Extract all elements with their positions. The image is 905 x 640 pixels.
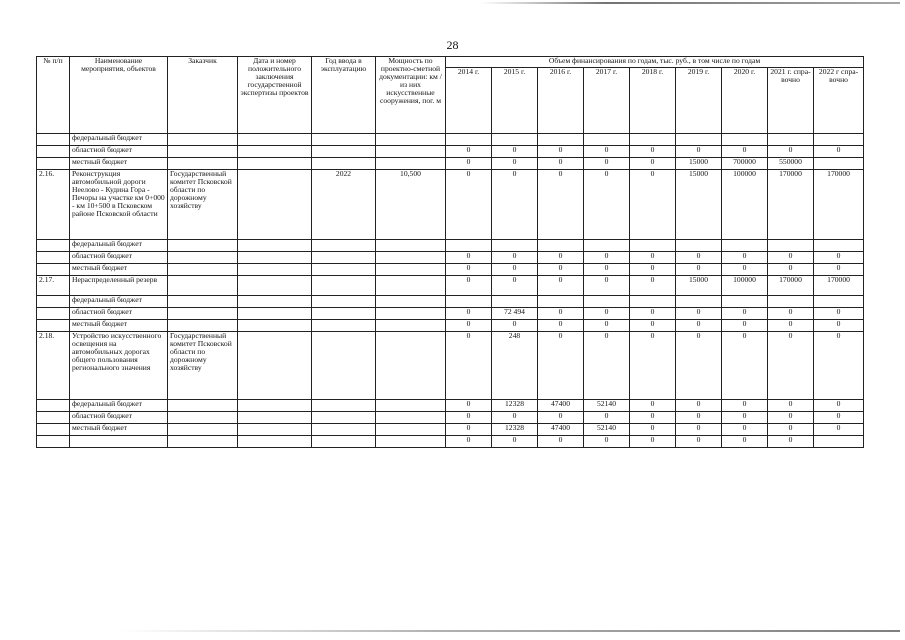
value-cell: 0 [630,170,676,240]
value-cell: 47400 [538,424,584,436]
value-cell: 0 [676,332,722,400]
value-cell: 170000 [814,170,864,240]
value-cell: 0 [630,146,676,158]
table-row [37,170,864,240]
value-cell: 0 [630,424,676,436]
customer-cell [168,276,238,296]
value-cell: 47400 [538,400,584,412]
name-cell: Нераспределенный резерв [70,276,168,296]
value-cell: 0 [492,170,538,240]
year-cell [312,332,376,400]
value-cell: 550000 [768,158,814,170]
customer-cell [168,158,238,170]
value-cell: 0 [630,252,676,264]
expertise-cell [238,296,312,308]
value-cell: 0 [814,412,864,424]
value-cell: 0 [630,436,676,448]
capacity-cell [376,320,446,332]
year-cell [312,400,376,412]
expertise-cell [238,158,312,170]
expertise-cell [238,264,312,276]
value-cell: 170000 [814,276,864,296]
table-header [37,57,864,134]
header-year: 2014 г. [446,68,492,134]
value-cell [768,134,814,146]
customer-cell [168,264,238,276]
value-cell: 0 [814,424,864,436]
value-cell: 0 [676,424,722,436]
value-cell [492,296,538,308]
name-cell: областной бюджет [70,252,168,264]
customer-cell [168,424,238,436]
year-cell [312,424,376,436]
value-cell [722,296,768,308]
expertise-cell [238,134,312,146]
year-cell [312,320,376,332]
value-cell [538,134,584,146]
value-cell: 52140 [584,400,630,412]
name-cell: Устройство искусственного освещения на автомобильных дорогах общего пользования регионального значения [70,332,168,400]
table-row [37,252,864,264]
value-cell: 0 [676,320,722,332]
value-cell: 0 [722,412,768,424]
year-cell [312,296,376,308]
value-cell: 0 [538,264,584,276]
value-cell: 0 [814,146,864,158]
year-cell [312,252,376,264]
expertise-cell [238,170,312,240]
expertise-cell [238,276,312,296]
value-cell: 0 [446,412,492,424]
num-cell [37,134,70,146]
customer-cell [168,240,238,252]
table-row [37,308,864,320]
customer-cell: Государственный комитет Псковской области по дорожному хозяйству [168,170,238,240]
name-cell: местный бюджет [70,424,168,436]
value-cell: 0 [630,158,676,170]
num-cell [37,264,70,276]
value-cell: 0 [676,308,722,320]
year-cell: 2022 [312,170,376,240]
capacity-cell [376,134,446,146]
header-year: 2021 г. спра-вочно [768,68,814,134]
value-cell: 0 [630,308,676,320]
value-cell: 0 [584,252,630,264]
num-cell [37,296,70,308]
value-cell: 0 [446,146,492,158]
capacity-cell [376,276,446,296]
value-cell: 0 [446,264,492,276]
value-cell: 52140 [584,424,630,436]
value-cell: 0 [814,264,864,276]
customer-cell [168,412,238,424]
value-cell: 0 [630,332,676,400]
customer-cell [168,400,238,412]
page-number: 28 [446,38,459,52]
year-cell [312,264,376,276]
value-cell: 0 [814,320,864,332]
customer-cell [168,436,238,448]
value-cell: 0 [676,252,722,264]
value-cell: 0 [446,320,492,332]
value-cell: 0 [584,170,630,240]
header-year: 2019 г. [676,68,722,134]
table-row [37,240,864,252]
name-cell: областной бюджет [70,146,168,158]
value-cell: 0 [446,170,492,240]
year-cell [312,436,376,448]
expertise-cell [238,146,312,158]
table-body [37,134,864,448]
table-row [37,424,864,436]
value-cell: 0 [446,332,492,400]
value-cell [630,240,676,252]
table-row [37,412,864,424]
year-cell [312,412,376,424]
num-cell: 2.16. [37,170,70,240]
value-cell: 0 [722,436,768,448]
capacity-cell [376,264,446,276]
value-cell: 100000 [722,276,768,296]
value-cell: 0 [768,146,814,158]
name-cell: местный бюджет [70,264,168,276]
value-cell: 0 [538,252,584,264]
value-cell: 0 [492,436,538,448]
num-cell [37,252,70,264]
value-cell: 0 [446,436,492,448]
capacity-cell [376,436,446,448]
name-cell: областной бюджет [70,412,168,424]
value-cell [446,134,492,146]
value-cell [492,134,538,146]
value-cell: 0 [676,146,722,158]
name-cell: Реконструкция автомобильной дороги Неелово - Кудина Гора - Печоры на участке км 0+000 - км 10+500 в Псковском районе Псковской области [70,170,168,240]
num-cell [37,424,70,436]
value-cell [538,296,584,308]
value-cell: 0 [630,400,676,412]
table-row [37,296,864,308]
header-capacity: Мощность по проектно-сметной документации: км / из них искусственные сооружения, пог. м [376,57,446,134]
table-row [37,264,864,276]
value-cell [676,296,722,308]
year-cell [312,146,376,158]
header-year: 2022 г спра-вочно [814,68,864,134]
capacity-cell: 10,500 [376,170,446,240]
name-cell: местный бюджет [70,320,168,332]
name-cell: федеральный бюджет [70,400,168,412]
name-cell: областной бюджет [70,308,168,320]
value-cell: 12328 [492,400,538,412]
name-cell: федеральный бюджет [70,240,168,252]
value-cell: 0 [538,308,584,320]
value-cell: 0 [538,158,584,170]
customer-cell [168,146,238,158]
header-name: Наименование мероприятия, объектов [70,57,168,134]
value-cell: 170000 [768,276,814,296]
value-cell: 0 [814,400,864,412]
value-cell [814,134,864,146]
capacity-cell [376,332,446,400]
value-cell: 0 [630,320,676,332]
value-cell: 15000 [676,276,722,296]
value-cell: 0 [584,412,630,424]
value-cell: 248 [492,332,538,400]
value-cell: 0 [538,170,584,240]
capacity-cell [376,158,446,170]
expertise-cell [238,436,312,448]
capacity-cell [376,424,446,436]
capacity-cell [376,308,446,320]
value-cell: 0 [538,436,584,448]
name-cell: федеральный бюджет [70,134,168,146]
expertise-cell [238,252,312,264]
value-cell: 0 [492,158,538,170]
value-cell: 100000 [722,170,768,240]
value-cell: 0 [768,412,814,424]
header-year: 2020 г. [722,68,768,134]
value-cell: 0 [584,436,630,448]
header-year: 2017 г. [584,68,630,134]
year-cell [312,134,376,146]
num-cell [37,400,70,412]
header-expertise: Дата и номер положительного заключения государственной экспертизы проектов [238,57,312,134]
value-cell: 15000 [676,158,722,170]
value-cell: 0 [446,308,492,320]
value-cell [538,240,584,252]
value-cell: 0 [676,264,722,276]
value-cell: 0 [768,308,814,320]
customer-cell [168,320,238,332]
customer-cell [168,252,238,264]
value-cell [630,296,676,308]
value-cell: 0 [492,252,538,264]
name-cell [70,436,168,448]
table-row [37,276,864,296]
value-cell [814,240,864,252]
num-cell: 2.18. [37,332,70,400]
table-row [37,146,864,158]
value-cell: 0 [446,252,492,264]
value-cell: 0 [722,400,768,412]
value-cell: 0 [584,264,630,276]
capacity-cell [376,400,446,412]
capacity-cell [376,296,446,308]
scan-edge-top [480,2,900,4]
value-cell: 0 [492,276,538,296]
value-cell: 0 [722,146,768,158]
value-cell: 0 [630,412,676,424]
value-cell [446,240,492,252]
value-cell: 0 [584,320,630,332]
value-cell: 0 [768,400,814,412]
name-cell: федеральный бюджет [70,296,168,308]
value-cell: 0 [538,412,584,424]
value-cell: 0 [676,400,722,412]
value-cell: 0 [538,332,584,400]
header-year-in: Год ввода в эксплуатацию [312,57,376,134]
num-cell [37,320,70,332]
value-cell [446,296,492,308]
expertise-cell [238,400,312,412]
expertise-cell [238,424,312,436]
value-cell: 15000 [676,170,722,240]
value-cell: 0 [814,332,864,400]
value-cell: 12328 [492,424,538,436]
value-cell: 0 [814,308,864,320]
value-cell: 0 [584,308,630,320]
scan-edge-bottom [120,630,900,632]
value-cell: 0 [584,332,630,400]
table-row [37,134,864,146]
customer-cell [168,134,238,146]
capacity-cell [376,412,446,424]
value-cell [584,134,630,146]
customer-cell [168,308,238,320]
value-cell: 0 [768,332,814,400]
value-cell: 0 [630,264,676,276]
expertise-cell [238,332,312,400]
value-cell: 0 [722,424,768,436]
value-cell: 0 [630,276,676,296]
value-cell: 0 [768,424,814,436]
expertise-cell [238,320,312,332]
value-cell: 0 [446,276,492,296]
value-cell: 0 [446,424,492,436]
year-cell [312,276,376,296]
value-cell: 0 [722,252,768,264]
table-row [37,320,864,332]
capacity-cell [376,252,446,264]
header-financing: Объем финансирования по годам, тыс. руб., в том числе по годам [446,57,864,68]
customer-cell [168,296,238,308]
header-year: 2016 г. [538,68,584,134]
header-customer: Заказчик [168,57,238,134]
value-cell: 0 [676,412,722,424]
value-cell: 0 [584,276,630,296]
expertise-cell [238,308,312,320]
value-cell: 0 [722,332,768,400]
customer-cell: Государственный комитет Псковской области по дорожному хозяйству [168,332,238,400]
value-cell: 170000 [768,170,814,240]
num-cell [37,436,70,448]
value-cell [814,436,864,448]
value-cell [722,134,768,146]
table-row [37,332,864,400]
num-cell [37,240,70,252]
table-row [37,436,864,448]
value-cell: 0 [722,308,768,320]
capacity-cell [376,240,446,252]
name-cell: местный бюджет [70,158,168,170]
value-cell: 0 [722,320,768,332]
value-cell: 0 [768,252,814,264]
year-cell [312,158,376,170]
year-cell [312,240,376,252]
table-row [37,400,864,412]
value-cell: 0 [492,412,538,424]
value-cell: 0 [814,252,864,264]
expertise-cell [238,240,312,252]
year-cell [312,308,376,320]
value-cell: 0 [768,264,814,276]
value-cell [814,158,864,170]
header-year: 2015 г. [492,68,538,134]
num-cell [37,412,70,424]
expertise-cell [238,412,312,424]
value-cell: 0 [768,320,814,332]
value-cell: 0 [584,146,630,158]
value-cell: 0 [676,436,722,448]
value-cell: 700000 [722,158,768,170]
value-cell: 0 [538,276,584,296]
value-cell [768,240,814,252]
value-cell: 0 [584,158,630,170]
financing-table [36,56,864,448]
num-cell [37,308,70,320]
value-cell [768,296,814,308]
value-cell: 0 [768,436,814,448]
value-cell: 0 [492,264,538,276]
num-cell [37,146,70,158]
num-cell [37,158,70,170]
table-row [37,158,864,170]
value-cell [676,240,722,252]
header-year: 2018 г. [630,68,676,134]
value-cell: 0 [492,320,538,332]
value-cell [584,240,630,252]
value-cell: 72 494 [492,308,538,320]
value-cell: 0 [446,158,492,170]
capacity-cell [376,146,446,158]
value-cell: 0 [538,146,584,158]
num-cell: 2.17. [37,276,70,296]
value-cell [630,134,676,146]
value-cell [584,296,630,308]
value-cell: 0 [492,146,538,158]
value-cell [814,296,864,308]
value-cell: 0 [722,264,768,276]
value-cell: 0 [446,400,492,412]
value-cell: 0 [538,320,584,332]
value-cell [676,134,722,146]
header-num: № п/п [37,57,70,134]
value-cell [492,240,538,252]
value-cell [722,240,768,252]
